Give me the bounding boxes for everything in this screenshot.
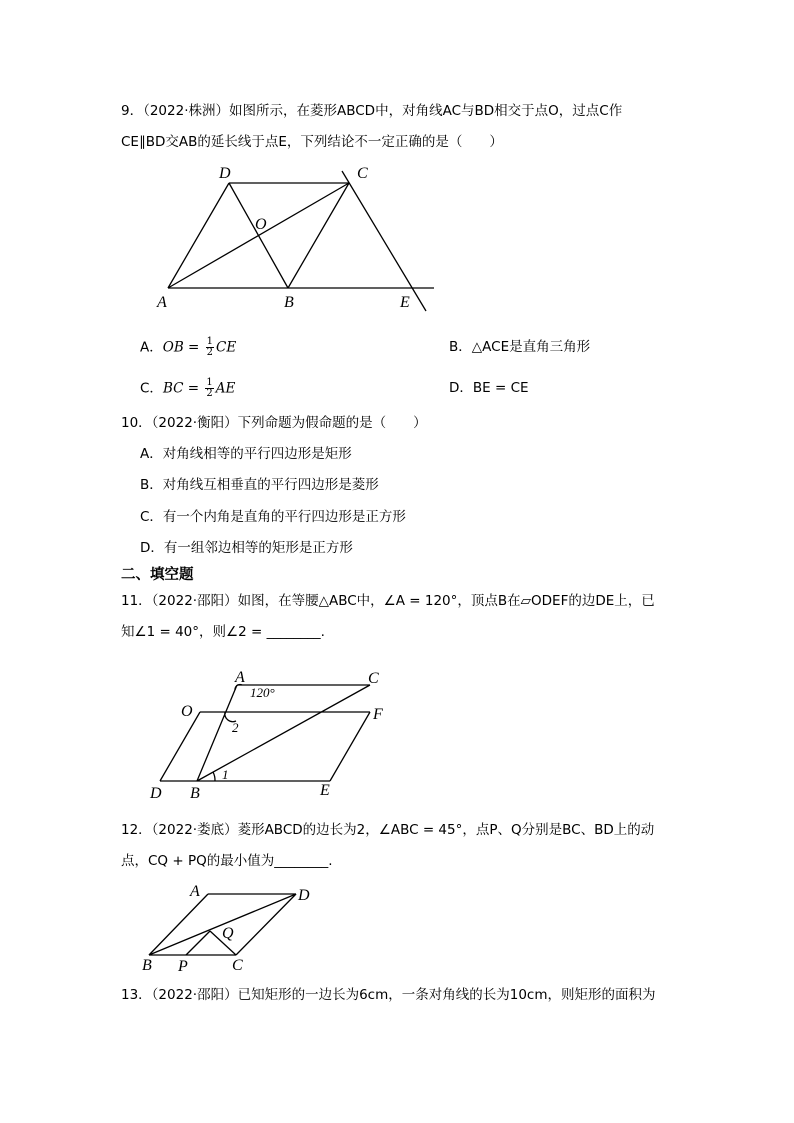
fraction: $\frac{1}{2}$ [206,336,214,358]
q9-option-d[interactable]: D．BE = CE [449,380,529,396]
label-O: O [255,216,267,233]
label-Q: Q [222,925,234,942]
q9-option-c[interactable]: C．BC = $\frac{1}{2}$ AE [140,377,236,399]
label-B: B [142,957,152,974]
angle-1-label: 1 [222,767,229,782]
section-heading: 二、填空题 [121,567,194,583]
label-D: D [219,165,231,182]
q13-stem-line1: 13．（2022·邵阳）已知矩形的一边长为6cm，一条对角线的长为10cm，则矩形的面积为 [121,987,656,1003]
label-D: D [298,887,310,904]
label-B: B [190,785,200,802]
q10-option-b[interactable]: B．对角线互相垂直的平行四边形是菱形 [140,477,379,493]
q10-option-a[interactable]: A．对角线相等的平行四边形是矩形 [140,446,352,462]
q10-option-c[interactable]: C．有一个内角是直角的平行四边形是正方形 [140,509,406,525]
label-C: C [368,670,379,687]
angle-2-label: 2 [232,720,239,735]
q12-stem-line2: 点，CQ + PQ的最小值为________. [121,853,333,869]
label-C: C [357,165,368,182]
label-A: A [157,294,167,311]
label-E: E [320,782,330,799]
q9-option-a[interactable]: A．OB = $\frac{1}{2}$ CE [140,336,237,358]
label-F: F [373,706,383,723]
fraction: $\frac{1}{2}$ [206,377,213,399]
angle-a-label: 120° [250,685,275,700]
label-A: A [190,883,200,900]
q11-stem-line2: 知∠1 = 40°，则∠2 = ________. [121,624,325,640]
label-O: O [181,703,193,720]
q11-stem-line1: 11．（2022·邵阳）如图，在等腰△ABC中，∠A = 120°，顶点B在▱ODEF的边DE上，已 [121,593,655,609]
label-P: P [178,958,188,975]
q9-stem-line1: 9．（2022·株洲）如图所示，在菱形ABCD中，对角线AC与BD相交于点O，过点C作 [121,103,623,119]
label-C: C [232,957,243,974]
q9-stem-line2: CE∥BD交AB的延长线于点E，下列结论不一定正确的是（ ） [121,134,503,150]
q10-option-d[interactable]: D．有一组邻边相等的矩形是正方形 [140,540,353,556]
label-B: B [284,294,294,311]
q10-stem: 10．（2022·衡阳）下列命题为假命题的是（ ） [121,415,427,431]
label-E: E [400,294,410,311]
label-A: A [235,669,245,686]
label-D: D [150,785,162,802]
q9-option-b[interactable]: B．△ACE是直角三角形 [449,339,591,355]
q12-stem-line1: 12．（2022·娄底）菱形ABCD的边长为2，∠ABC = 45°，点P、Q分别是BC、BD上的动 [121,822,655,838]
